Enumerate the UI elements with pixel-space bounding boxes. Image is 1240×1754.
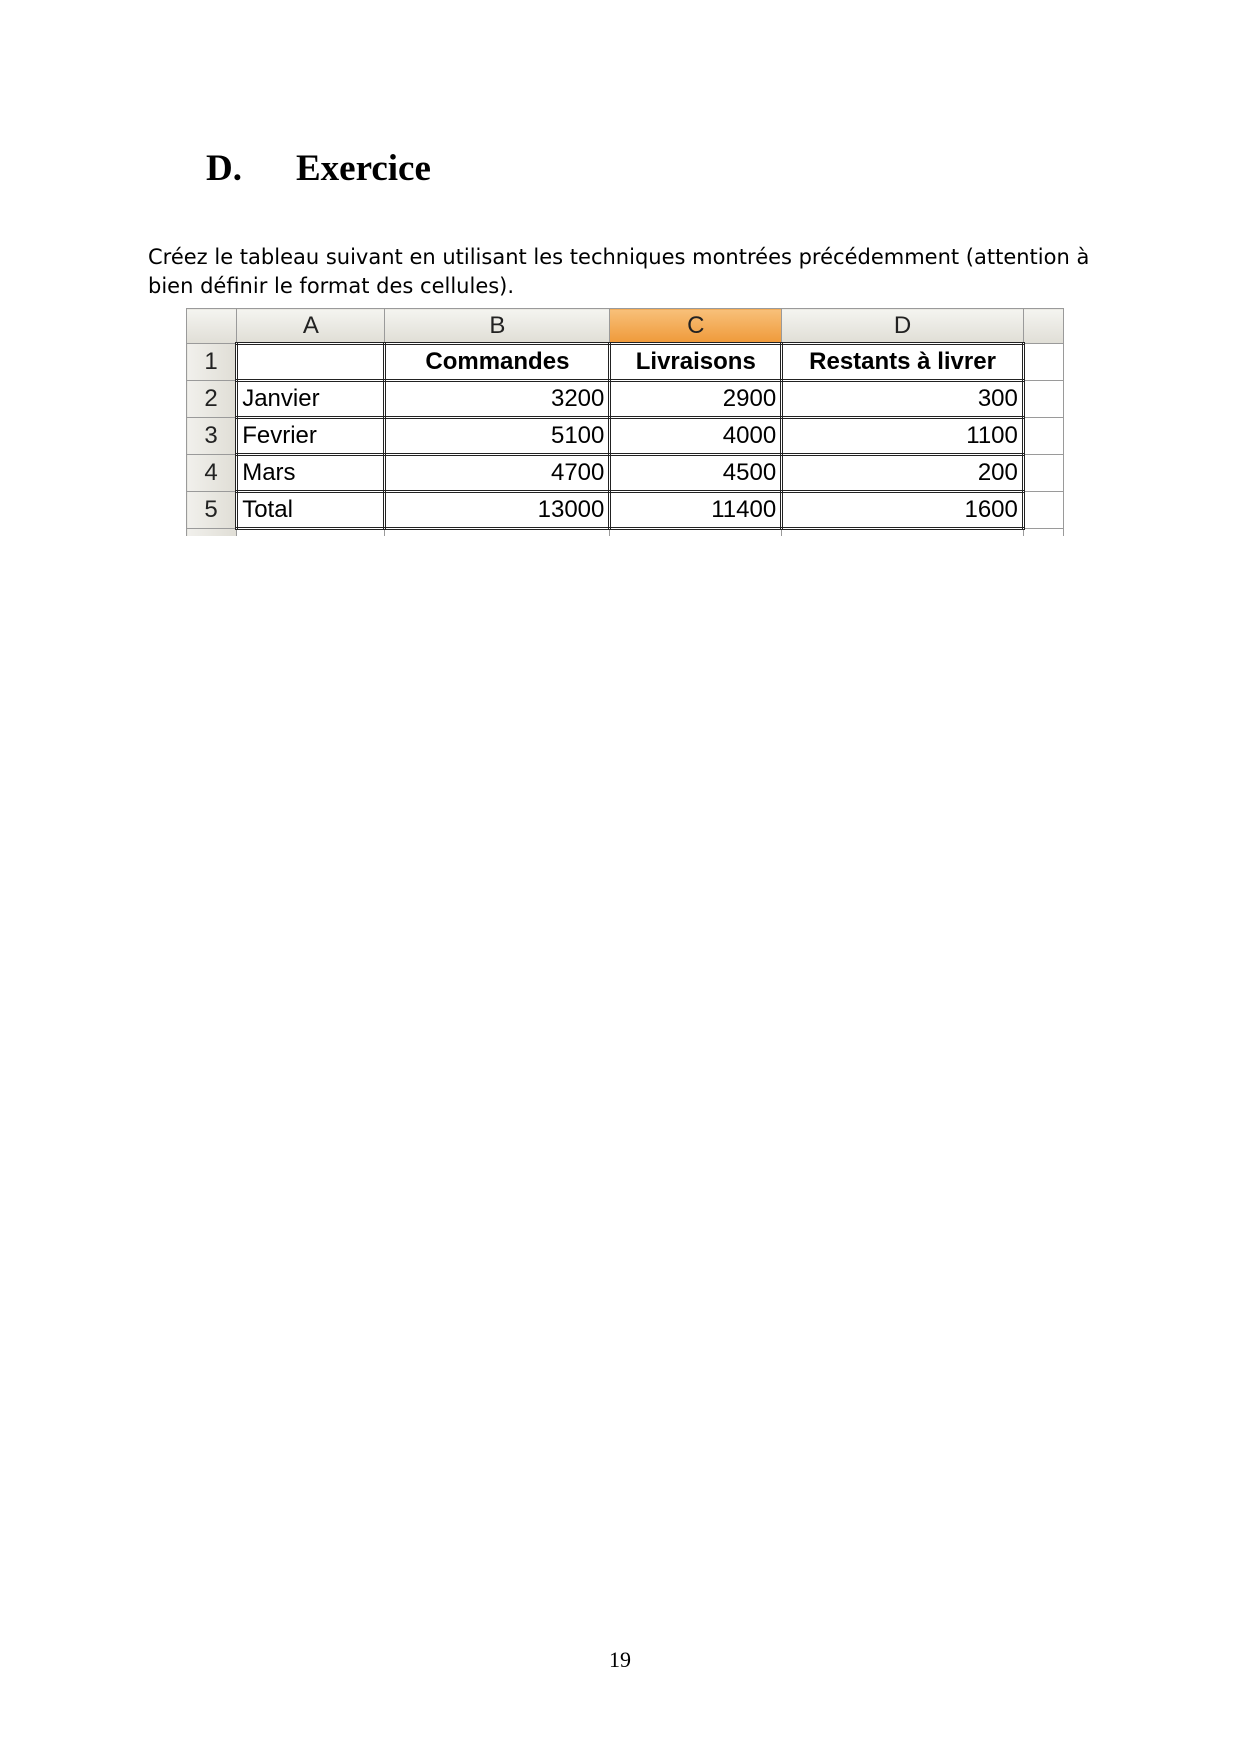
cell-e6[interactable] — [1023, 529, 1063, 537]
cell-c1[interactable]: Livraisons — [610, 344, 782, 381]
column-header-b[interactable]: B — [385, 309, 610, 344]
column-header-e[interactable] — [1023, 309, 1063, 344]
column-header-row — [187, 309, 1064, 344]
cell-c6[interactable] — [610, 529, 782, 537]
cell-a2[interactable]: Janvier — [237, 381, 385, 418]
cell-e3[interactable] — [1023, 418, 1063, 455]
cell-b1[interactable]: Commandes — [385, 344, 610, 381]
cell-e5[interactable] — [1023, 492, 1063, 529]
cell-d1[interactable]: Restants à livrer — [782, 344, 1024, 381]
cell-d4[interactable]: 200 — [782, 455, 1024, 492]
cell-c3[interactable]: 4000 — [610, 418, 782, 455]
spreadsheet-screenshot — [186, 308, 1064, 536]
column-header-c[interactable]: C — [610, 309, 782, 344]
table-row — [187, 344, 1064, 381]
cell-b6[interactable] — [385, 529, 610, 537]
row-header[interactable]: 2 — [187, 381, 237, 418]
cell-b4[interactable]: 4700 — [385, 455, 610, 492]
cell-a4[interactable]: Mars — [237, 455, 385, 492]
row-header[interactable]: 4 — [187, 455, 237, 492]
row-header[interactable]: 1 — [187, 344, 237, 381]
column-header-a[interactable]: A — [237, 309, 385, 344]
cell-b3[interactable]: 5100 — [385, 418, 610, 455]
cell-d3[interactable]: 1100 — [782, 418, 1024, 455]
row-header[interactable]: 5 — [187, 492, 237, 529]
cell-b2[interactable]: 3200 — [385, 381, 610, 418]
page-number: 19 — [609, 1647, 631, 1672]
cell-a6[interactable] — [237, 529, 385, 537]
cell-c2[interactable]: 2900 — [610, 381, 782, 418]
section-heading — [206, 144, 431, 194]
cell-e4[interactable] — [1023, 455, 1063, 492]
cell-b5[interactable]: 13000 — [385, 492, 610, 529]
cell-a5[interactable]: Total — [237, 492, 385, 529]
spreadsheet-grid — [186, 308, 1064, 536]
row-header[interactable]: 3 — [187, 418, 237, 455]
intro-paragraph: Créez le tableau suivant en utilisant les techniques montrées précédemment (attention à bien définir le format des cellules). — [148, 245, 1090, 298]
cell-a3[interactable]: Fevrier — [237, 418, 385, 455]
cell-c4[interactable]: 4500 — [610, 455, 782, 492]
column-header-d[interactable]: D — [782, 309, 1024, 344]
section-title: Exercice — [296, 148, 431, 189]
cell-e1[interactable] — [1023, 344, 1063, 381]
cell-d6[interactable] — [782, 529, 1024, 537]
section-number: D. — [206, 148, 242, 189]
cell-d5[interactable]: 1600 — [782, 492, 1024, 529]
table-row — [187, 492, 1064, 529]
cell-a1[interactable] — [237, 344, 385, 381]
cell-e2[interactable] — [1023, 381, 1063, 418]
cell-d2[interactable]: 300 — [782, 381, 1024, 418]
table-row — [187, 381, 1064, 418]
select-all-corner[interactable] — [187, 309, 237, 344]
row-header[interactable] — [187, 529, 237, 537]
cell-c5[interactable]: 11400 — [610, 492, 782, 529]
table-row-partial — [187, 529, 1064, 537]
table-row — [187, 418, 1064, 455]
table-row — [187, 455, 1064, 492]
